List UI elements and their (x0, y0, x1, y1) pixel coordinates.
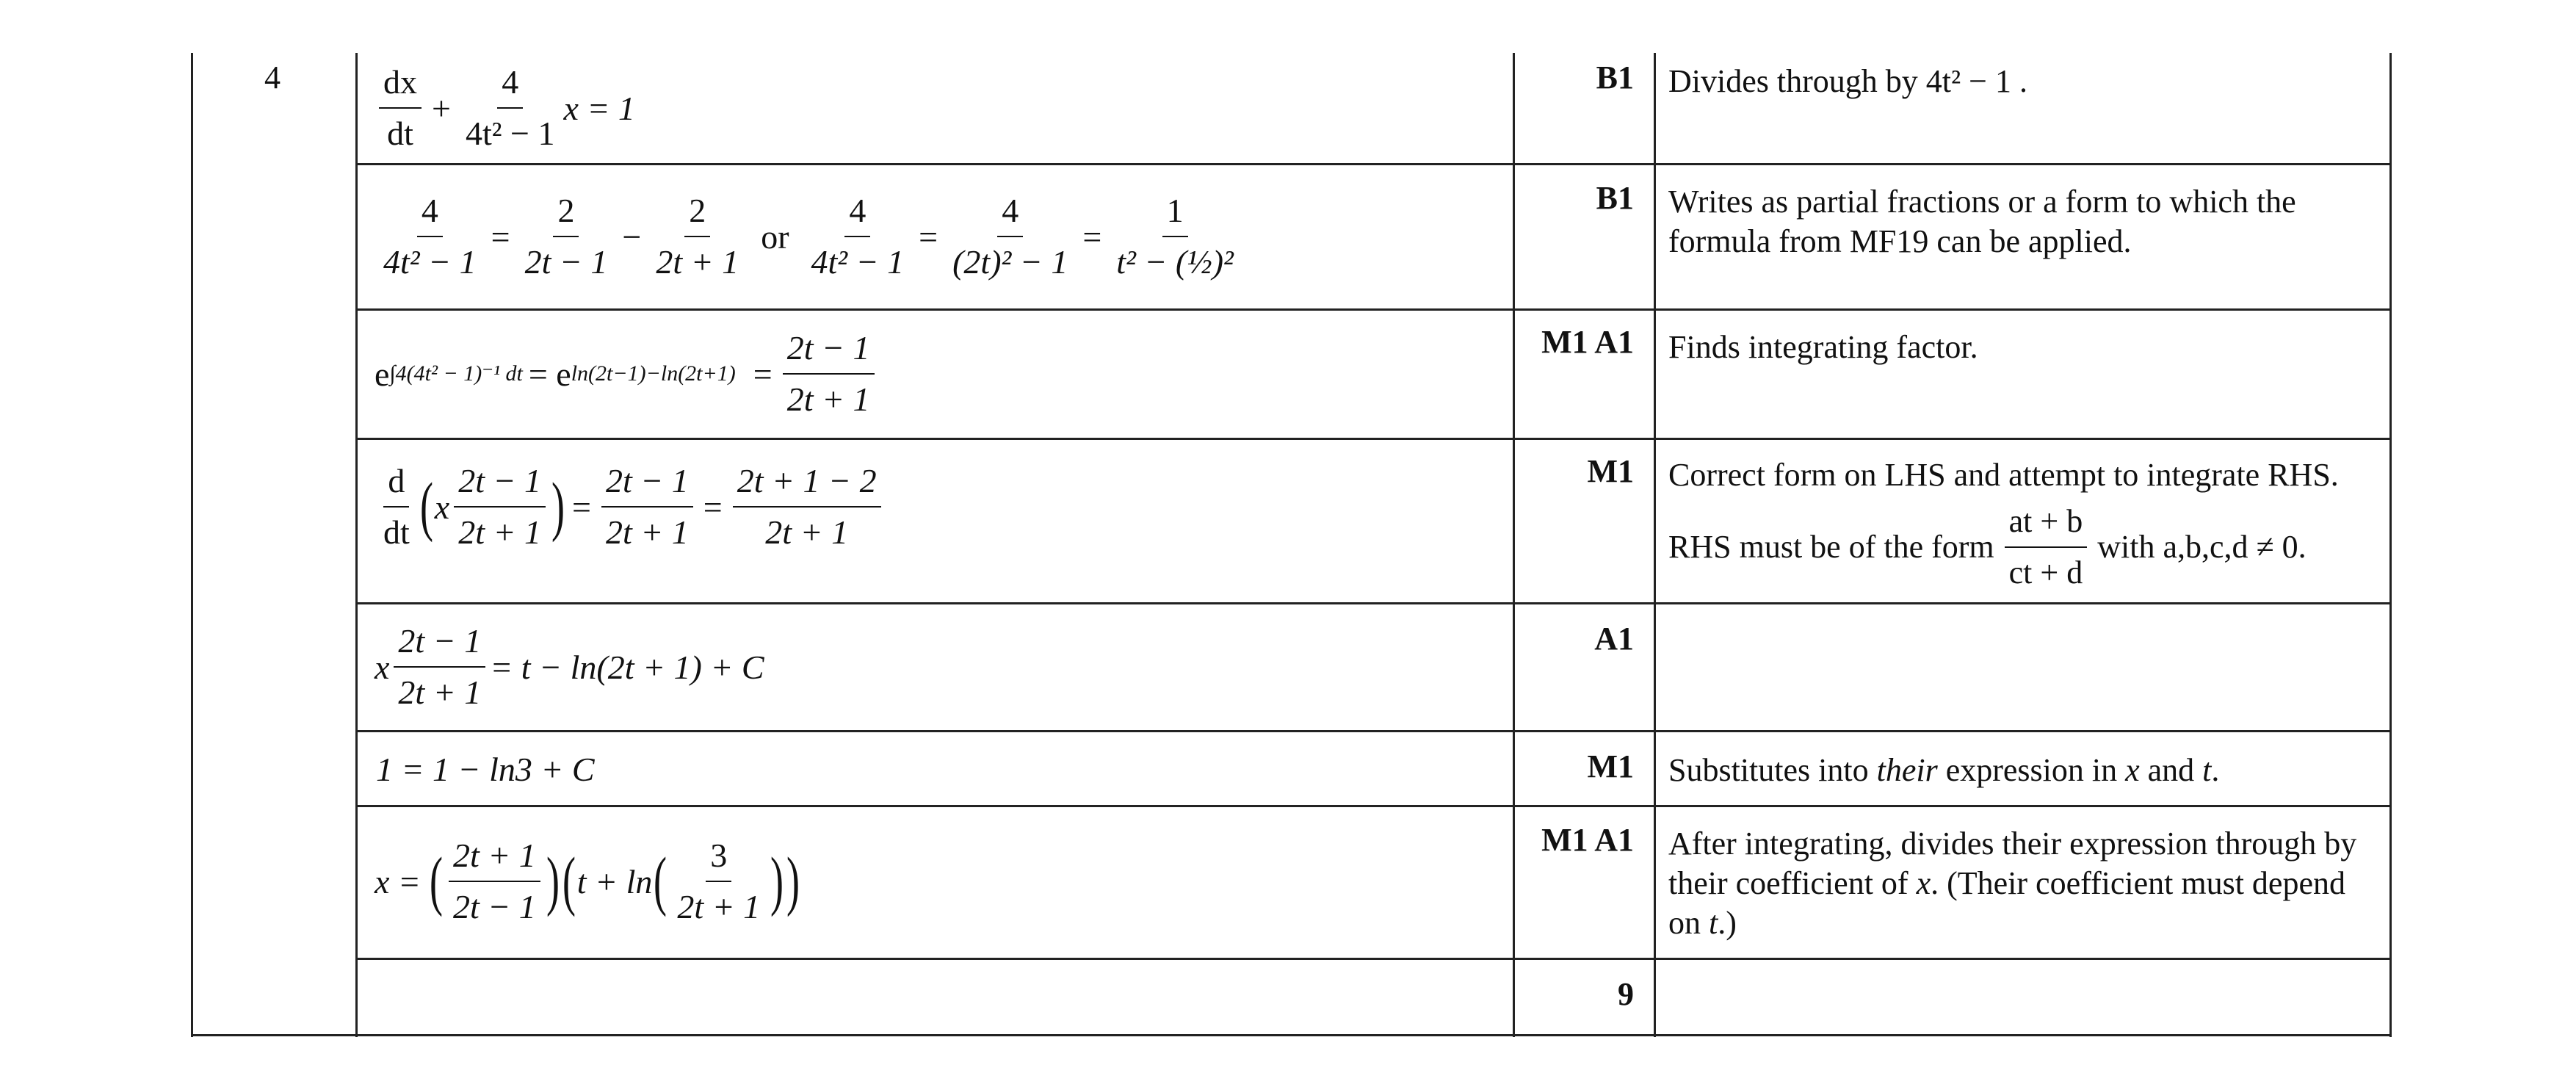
operator: = (491, 217, 510, 256)
table-border-marks (1654, 53, 1656, 1037)
operator: = (572, 488, 591, 526)
operator: = (919, 217, 938, 256)
expression-text: x = 1 (563, 89, 635, 127)
denominator: 4t² − 1 (811, 243, 905, 281)
denominator: 2t + 1 (656, 243, 739, 281)
row-divider (355, 958, 2392, 960)
numerator: 1 (1162, 189, 1188, 237)
working-row-5 (375, 605, 764, 729)
row-divider (355, 730, 2392, 732)
denominator: (2t)² − 1 (952, 243, 1068, 281)
guidance-row-4 (1668, 455, 2384, 595)
numerator: at + b (2005, 499, 2088, 548)
numerator: 2t − 1 (454, 459, 546, 508)
numerator: 4 (844, 189, 870, 237)
denominator: 2t + 1 (398, 673, 482, 711)
operator: + (432, 89, 451, 127)
guidance-text: . (Their coefficient must depend on (1668, 865, 2345, 941)
table-border-bottom (191, 1034, 2392, 1036)
row-divider (355, 438, 2392, 440)
operator: = (1082, 217, 1102, 256)
total-marks: 9 (1618, 976, 1634, 1012)
guidance-text: with a,b,c,d ≠ 0. (2097, 529, 2307, 565)
table-border-right (2389, 53, 2392, 1037)
or-word: or (761, 217, 789, 256)
right-paren: ) (551, 470, 565, 543)
operator: = (703, 488, 723, 526)
row-divider (355, 163, 2392, 165)
mark-row-1: B1 (1596, 59, 1634, 95)
numerator: d (383, 459, 409, 508)
expression-text: = t − ln(2t + 1) + C (490, 648, 764, 686)
guidance-text: After integrating, divides their expression through by their coefficient of (1668, 826, 2357, 901)
row-divider (355, 805, 2392, 807)
working-row-4 (375, 441, 886, 573)
guidance-emphasis: their (1876, 752, 1938, 788)
numerator: 3 (706, 834, 731, 882)
exponential-base: e (375, 355, 390, 393)
operator: − (622, 217, 642, 256)
denominator: 2t + 1 (786, 380, 870, 418)
left-paren: ( (419, 470, 433, 543)
fraction (449, 834, 540, 929)
numerator: dx (379, 60, 422, 109)
guidance-line-2 (1668, 499, 2384, 595)
denominator: dt (383, 513, 410, 551)
numerator: 2 (684, 189, 710, 237)
right-paren: ) (770, 845, 784, 917)
working-row-1 (375, 54, 635, 162)
guidance-text: Substitutes into (1668, 752, 1877, 788)
mark-row-5: A1 (1594, 621, 1634, 657)
denominator: ct + d (2008, 555, 2083, 591)
right-paren: ) (786, 845, 800, 917)
table-border-left (191, 53, 193, 1037)
denominator: 4t² − 1 (465, 115, 555, 152)
numerator: 2t − 1 (601, 459, 693, 508)
fraction (394, 619, 485, 715)
fraction (948, 189, 1072, 284)
row-divider (355, 602, 2392, 604)
expression-text: t + ln (576, 862, 653, 900)
numerator: 2t − 1 (783, 326, 875, 375)
variable: x (375, 648, 390, 686)
denominator: 2t + 1 (677, 888, 761, 925)
working-row-6 (376, 734, 595, 803)
working-row-2 (375, 166, 1242, 307)
table-border-working (1513, 53, 1515, 1037)
denominator: 2t + 1 (605, 513, 689, 551)
guidance-line-1: Correct form on LHS and attempt to integrate RHS. (1668, 457, 2339, 493)
guidance-text: . (2211, 752, 2220, 788)
guidance-row-7 (1668, 824, 2373, 943)
fraction (807, 189, 909, 284)
fraction (601, 459, 693, 555)
fraction (379, 189, 481, 284)
denominator: 2t − 1 (452, 888, 536, 925)
numerator: 4 (417, 189, 443, 237)
mark-row-3: M1 A1 (1541, 324, 1634, 360)
guidance-variable: t (1709, 905, 1718, 941)
guidance-row-1: Divides through by 4t² − 1 . (1668, 63, 2027, 99)
fraction (1112, 189, 1238, 284)
question-number: 4 (264, 59, 281, 95)
operator: = e (528, 355, 571, 393)
working-row-7 (375, 808, 801, 955)
guidance-row-6 (1668, 751, 2373, 790)
fraction (454, 459, 546, 555)
guidance-variable: x (1916, 865, 1931, 901)
numerator: 4 (997, 189, 1023, 237)
fraction (461, 60, 560, 156)
guidance-text: .) (1718, 905, 1737, 941)
fraction (651, 189, 743, 284)
fraction (2005, 499, 2088, 595)
working-row-3: e ∫4(4t² − 1)⁻¹ dt = e ln(2t−1)−ln(2t+1) = $\frac{2t - 1}{2t + 1}$ (375, 311, 879, 436)
row-divider (355, 308, 2392, 311)
denominator: 2t + 1 (458, 513, 542, 551)
guidance-row-3: Finds integrating factor. (1668, 329, 1978, 365)
denominator: 4t² − 1 (383, 243, 477, 281)
right-paren: ) (546, 845, 560, 917)
numerator: 2t − 1 (394, 619, 485, 668)
variable: x (434, 488, 450, 526)
numerator: 2 (553, 189, 579, 237)
fraction (379, 459, 414, 555)
left-paren: ( (562, 845, 576, 917)
guidance-row-2: Writes as partial fractions or a form to which the formula from MF19 can be applied. (1668, 184, 2296, 259)
numerator: 2t + 1 (449, 834, 540, 882)
expression-text: 1 = 1 − ln3 + C (376, 750, 595, 788)
guidance-text: and (2139, 752, 2203, 788)
denominator: dt (387, 115, 413, 152)
fraction (379, 60, 422, 156)
guidance-variable: t (2202, 752, 2212, 788)
left-paren: ( (429, 845, 443, 917)
numerator: 4 (497, 60, 523, 109)
guidance-variable: x (2125, 752, 2140, 788)
denominator: 2t + 1 (765, 513, 849, 551)
operator: = (753, 355, 773, 393)
mark-row-6: M1 (1587, 748, 1634, 784)
mark-row-7: M1 A1 (1541, 822, 1634, 858)
fraction (673, 834, 764, 929)
denominator: t² − (½)² (1116, 243, 1234, 281)
mark-row-2: B1 (1596, 180, 1634, 216)
guidance-text: expression in (1937, 752, 2126, 788)
numerator: 2t + 1 − 2 (733, 459, 881, 508)
fraction (783, 326, 875, 422)
expression-text: x = (375, 862, 421, 900)
table-border-question (355, 53, 358, 1037)
fraction (733, 459, 881, 555)
guidance-text: RHS must be of the form (1668, 529, 1994, 565)
denominator: 2t − 1 (524, 243, 608, 281)
left-paren: ( (654, 845, 667, 917)
mark-row-4: M1 (1587, 453, 1634, 489)
fraction (521, 189, 612, 284)
